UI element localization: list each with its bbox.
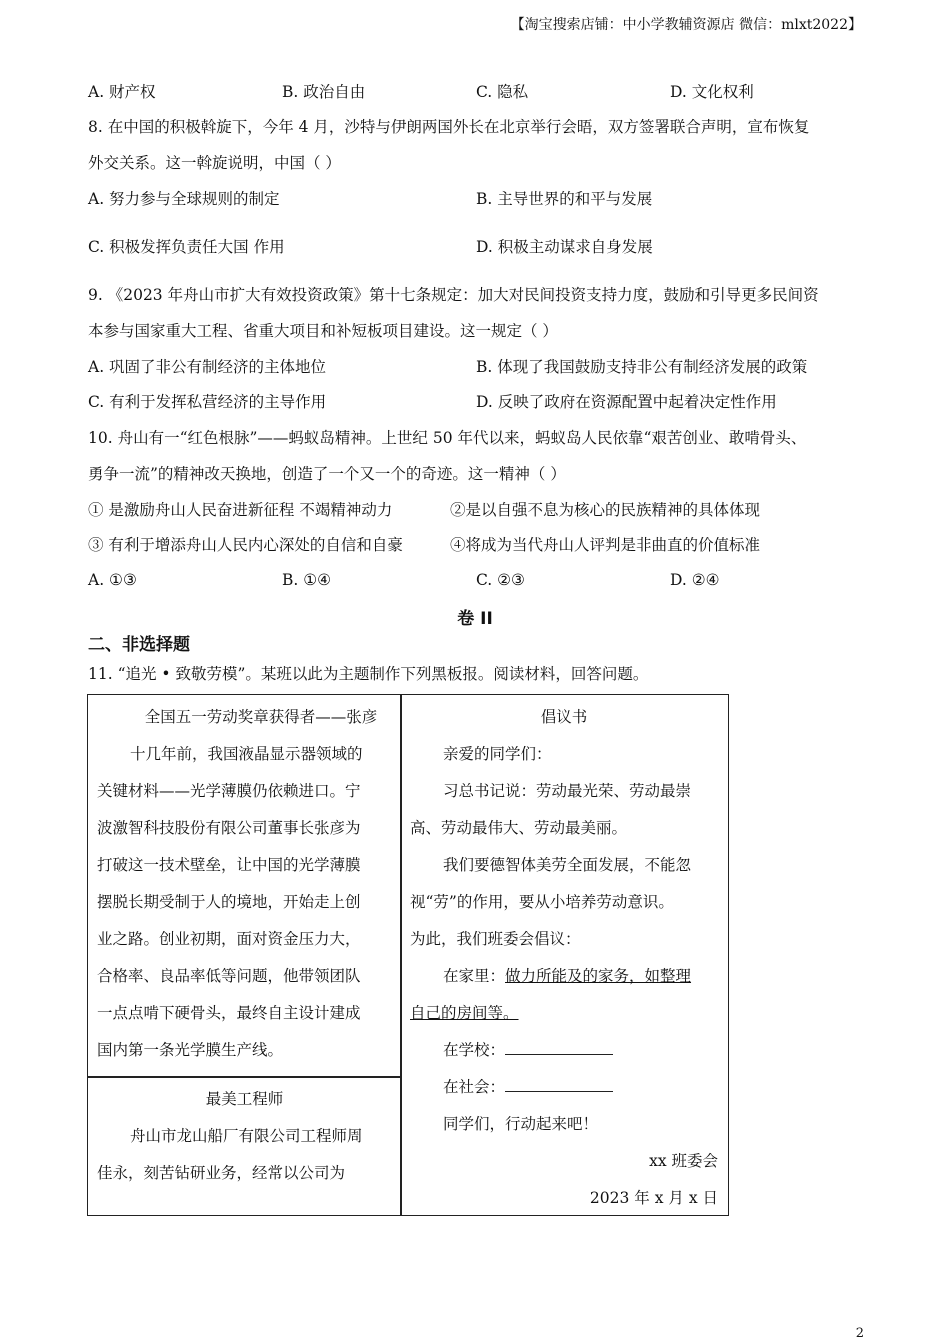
- q8-option-d: D. 积极主动谋求自身发展: [476, 238, 653, 256]
- q10-item-4: ④将成为当代舟山人评判是非曲直的价值标准: [450, 536, 761, 554]
- zhang-yan-title: 全国五一劳动奖章获得者——张彦: [144, 708, 378, 726]
- q9-option-a: A. 巩固了非公有制经济的主体地位: [88, 358, 327, 376]
- q7-option-d: D. 文化权利: [670, 83, 754, 101]
- zhang-yan-line: 十几年前，我国液晶显示器领域的: [130, 745, 363, 763]
- engineer-line-2: 佳永，刻苦钻研业务，经常以公司为: [97, 1164, 346, 1182]
- zhang-yan-line: 合格率、良品率低等问题，他带领团队: [97, 967, 361, 985]
- zhang-yan-line: 摆脱长期受制于人的境地，开始走上创: [97, 893, 361, 911]
- q8-option-c: C. 积极发挥负责任大国 作用: [88, 238, 285, 256]
- board-engineer-panel: [87, 1076, 402, 1216]
- zhang-yan-line: 国内第一条光学膜生产线。: [97, 1041, 284, 1059]
- q10-item-1: ① 是激励舟山人民奋进新征程 不竭精神动力: [88, 501, 393, 519]
- page-number: 2: [855, 1326, 864, 1341]
- proposal-p1-line-2: 高、劳动最伟大、劳动最美丽。: [410, 819, 628, 837]
- proposal-school-line: [410, 1032, 718, 1069]
- q8-stem-line-2: 外交关系。这一斡旋说明，中国（ ）: [88, 154, 341, 172]
- proposal-title: 倡议书: [540, 708, 588, 726]
- q10-item-3: ③ 有利于增添舟山人民内心深处的自信和自豪: [88, 536, 403, 554]
- proposal-home-line-2: [410, 995, 718, 1032]
- school-answer-blank[interactable]: [505, 1040, 613, 1055]
- q10-option-c: C. ②③: [476, 571, 525, 589]
- board-zhang-yan-panel: [87, 694, 402, 1078]
- zhang-yan-line: 业之路。创业初期，面对资金压力大，: [97, 930, 361, 948]
- q8-option-a: A. 努力参与全球规则的制定: [88, 190, 280, 208]
- shop-header-note: 【淘宝搜索店铺：中小学教辅资源店 微信：mlxt2022】: [510, 17, 862, 33]
- q7-option-c: C. 隐私: [476, 83, 529, 101]
- proposal-society-line: [410, 1069, 718, 1106]
- q8-stem-line-1: 8. 在中国的积极斡旋下，今年 4 月，沙特与伊朗两国外长在北京举行会晤，双方签署联合声明，宣布恢复: [88, 118, 810, 136]
- home-label: 在家里：: [443, 967, 506, 985]
- q9-option-d: D. 反映了政府在资源配置中起着决定性作用: [476, 393, 777, 411]
- q9-stem-line-1: 9. 《2023 年舟山市扩大有效投资政策》第十七条规定：加大对民间投资支持力度，鼓励和引导更多民间资: [88, 286, 819, 304]
- proposal-greeting: 亲爱的同学们：: [443, 745, 552, 763]
- home-answer-2: 自己的房间等。: [410, 1004, 519, 1022]
- q7-option-a: A. 财产权: [88, 83, 156, 101]
- engineer-line-1: 舟山市龙山船厂有限公司工程师周: [130, 1127, 363, 1145]
- society-answer-blank[interactable]: [505, 1077, 613, 1092]
- zhang-yan-line: 关键材料——光学薄膜仍依赖进口。宁: [97, 782, 361, 800]
- volume-title: 卷 II: [457, 609, 493, 629]
- q10-option-d: D. ②④: [670, 571, 720, 589]
- zhang-yan-line: 波激智科技股份有限公司董事长张彦为: [97, 819, 361, 837]
- q10-stem-line-2: 勇争一流”的精神改天换地，创造了一个又一个的奇迹。这一精神（ ）: [88, 465, 566, 483]
- q7-option-b: B. 政治自由: [282, 83, 366, 101]
- engineer-title: 最美工程师: [205, 1090, 284, 1108]
- proposal-date: 2023 年 x 月 x 日: [589, 1189, 718, 1207]
- proposal-p2-line-1: 我们要德智体美劳全面发展，不能忽: [443, 856, 692, 874]
- q9-option-b: B. 体现了我国鼓励支持非公有制经济发展的政策: [476, 358, 808, 376]
- q10-option-b: B. ①④: [282, 571, 332, 589]
- home-answer-1: 做力所能及的家务，如整理: [505, 967, 692, 985]
- proposal-closing: 同学们，行动起来吧！: [443, 1115, 599, 1133]
- proposal-home-line: [410, 958, 718, 995]
- society-label: 在社会：: [443, 1078, 506, 1096]
- q10-stem-line-1: 10. 舟山有一“红色根脉”——蚂蚁岛精神。上世纪 50 年代以来，蚂蚁岛人民依靠“艰苦创业、敢啃骨头、: [88, 429, 807, 447]
- q10-item-2: ②是以自强不息为核心的民族精神的具体体现: [450, 501, 761, 519]
- school-label: 在学校：: [443, 1041, 506, 1059]
- q8-option-b: B. 主导世界的和平与发展: [476, 190, 653, 208]
- q10-option-a: A. ①③: [88, 571, 137, 589]
- q9-option-c: C. 有利于发挥私营经济的主导作用: [88, 393, 327, 411]
- zhang-yan-line: 打破这一技术壁垒，让中国的光学薄膜: [97, 856, 361, 874]
- board-proposal-panel: [400, 694, 729, 1216]
- section-title: 二、非选择题: [88, 635, 190, 655]
- proposal-p2-line-3: 为此，我们班委会倡议：: [410, 930, 581, 948]
- proposal-signature: xx 班委会: [649, 1152, 718, 1170]
- q9-stem-line-2: 本参与国家重大工程、省重大项目和补短板项目建设。这一规定（ ）: [88, 322, 558, 340]
- proposal-p2-line-2: 视“劳”的作用，要从小培养劳动意识。: [410, 893, 674, 911]
- proposal-p1-line-1: 习总书记说：劳动最光荣、劳动最崇: [443, 782, 692, 800]
- q11-stem: 11. “追光 • 致敬劳模”。某班以此为主题制作下列黑板报。阅读材料，回答问题。: [88, 665, 649, 683]
- zhang-yan-line: 一点点啃下硬骨头，最终自主设计建成: [97, 1004, 361, 1022]
